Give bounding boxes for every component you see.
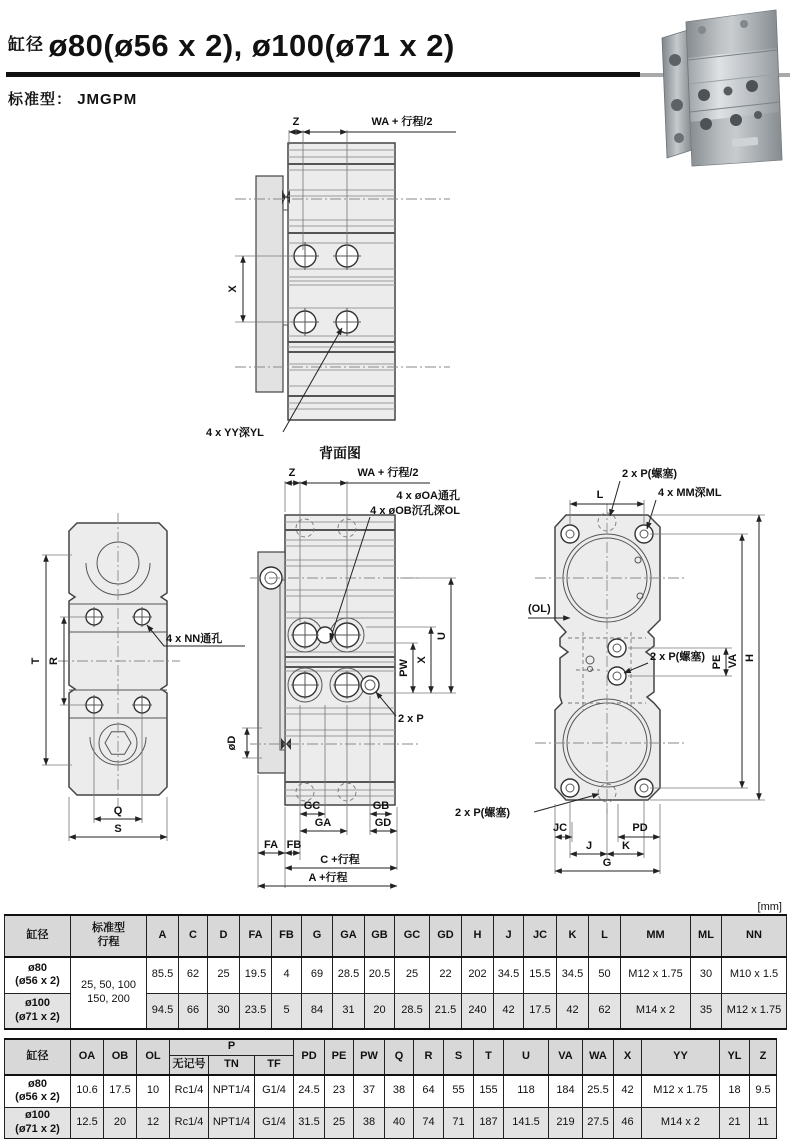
label-p-top: 2 x P(螺塞) — [622, 468, 678, 480]
dim-label-r: R — [48, 657, 60, 665]
value-cell: G1/4 — [255, 1107, 294, 1139]
dim-label-wa: WA + 行程/2 — [357, 467, 419, 479]
stroke-cell — [71, 957, 147, 1029]
value-cell: 25 — [325, 1107, 354, 1139]
dim-label-pe: PE — [711, 654, 723, 670]
value-cell: 23.5 — [240, 993, 272, 1029]
col-header: VA — [549, 1039, 583, 1075]
title-main: ø80(ø56 x 2), ø100(ø71 x 2) — [48, 28, 455, 63]
value-cell: 28.5 — [395, 993, 430, 1029]
col-header: GA — [333, 915, 365, 957]
row-header-dia — [5, 1107, 71, 1139]
side-view-drawing — [450, 460, 790, 910]
col-header: ML — [691, 915, 722, 957]
label-mm: 4 x MM深ML — [658, 487, 722, 499]
value-cell: 62 — [179, 957, 208, 993]
value-cell: NPT1/4 — [209, 1075, 255, 1107]
dia-line2: (ø71 x 2) — [15, 1122, 60, 1135]
dim-label-j: J — [585, 840, 593, 852]
value-cell: 10.6 — [71, 1075, 104, 1107]
dia-line2: (ø56 x 2) — [15, 975, 60, 988]
table-row — [5, 957, 787, 993]
value-cell: 38 — [354, 1107, 385, 1139]
row-header-dia — [5, 1075, 71, 1107]
value-cell: 38 — [385, 1075, 414, 1107]
value-cell: 118 — [504, 1075, 549, 1107]
dim-label-h: H — [744, 654, 756, 662]
dim-label-x: X — [416, 656, 428, 664]
col-header: J — [494, 915, 524, 957]
label-ob: 4 x øOB沉孔深OL — [370, 505, 460, 517]
value-cell: 74 — [414, 1107, 444, 1139]
value-cell: 184 — [549, 1075, 583, 1107]
label-p-mid: 2 x P(螺塞) — [650, 651, 706, 663]
value-cell: 40 — [385, 1107, 414, 1139]
value-cell: 22 — [430, 957, 462, 993]
value-cell: 4 — [272, 957, 302, 993]
col-header-p-group: P — [170, 1039, 294, 1055]
label-oa: 4 x øOA通孔 — [396, 490, 460, 502]
stroke-header-line1: 标准型 — [92, 922, 125, 935]
dim-label-d: øD — [226, 735, 238, 751]
value-cell: 17.5 — [104, 1075, 137, 1107]
dim-label-s: S — [114, 823, 122, 835]
value-cell: 27.5 — [583, 1107, 614, 1139]
col-header: G — [302, 915, 333, 957]
col-header: PD — [294, 1039, 325, 1075]
col-header: GB — [365, 915, 395, 957]
value-cell: M14 x 2 — [642, 1107, 720, 1139]
value-cell: 71 — [444, 1107, 474, 1139]
value-cell: 25 — [208, 957, 240, 993]
col-header: Q — [385, 1039, 414, 1075]
dia-line1: ø80 — [28, 961, 47, 974]
value-cell: 20.5 — [365, 957, 395, 993]
value-cell: 5 — [272, 993, 302, 1029]
dim-label-z: Z — [288, 467, 296, 479]
value-cell: 30 — [691, 957, 722, 993]
table-header-row — [5, 915, 787, 957]
dim-label-x: X — [227, 285, 239, 293]
dia-line1: ø100 — [24, 997, 51, 1009]
table-row — [5, 1107, 777, 1139]
dim-label-va: VA — [727, 653, 739, 669]
col-header: OA — [71, 1039, 104, 1075]
value-cell: 240 — [462, 993, 494, 1029]
label-ol: (OL) — [528, 603, 551, 615]
col-header-dia: 缸径 — [5, 1039, 71, 1075]
col-header: H — [462, 915, 494, 957]
col-header: FB — [272, 915, 302, 957]
back-view-drawing — [190, 100, 520, 470]
dim-label-u: U — [436, 632, 448, 640]
value-cell: Rc1/4 — [170, 1107, 209, 1139]
dim-label-q: Q — [113, 805, 123, 817]
value-cell: 21 — [720, 1107, 750, 1139]
dim-label-g: G — [602, 857, 612, 869]
back-view-caption: 背面图 — [319, 445, 361, 461]
col-header: YL — [720, 1039, 750, 1075]
value-cell: 31 — [333, 993, 365, 1029]
value-cell: M12 x 1.75 — [722, 993, 787, 1029]
subcol-header: 无记号 — [170, 1055, 209, 1075]
value-cell: 15.5 — [524, 957, 557, 993]
col-header: JC — [524, 915, 557, 957]
value-cell: 12.5 — [71, 1107, 104, 1139]
dim-label-k: K — [622, 840, 630, 852]
cylinder-photo-shapes — [662, 10, 782, 166]
value-cell: 31.5 — [294, 1107, 325, 1139]
col-header: T — [474, 1039, 504, 1075]
col-header: FA — [240, 915, 272, 957]
label-p: 2 x P — [398, 713, 424, 725]
dim-label-t: T — [30, 657, 42, 665]
col-header: YY — [642, 1039, 720, 1075]
value-cell: 34.5 — [557, 957, 589, 993]
subcol-header: TF — [255, 1055, 294, 1075]
col-header-stroke — [71, 915, 147, 957]
dim-label-fb: FB — [286, 839, 302, 851]
value-cell: 85.5 — [147, 957, 179, 993]
title-underline — [6, 72, 640, 77]
value-cell: 42 — [557, 993, 589, 1029]
title-prefix: 缸径 — [8, 35, 44, 54]
dim-label-fa: FA — [263, 839, 279, 851]
col-header: OL — [137, 1039, 170, 1075]
value-cell: 23 — [325, 1075, 354, 1107]
dia-line1: ø100 — [24, 1109, 51, 1121]
value-cell: 141.5 — [504, 1107, 549, 1139]
stroke-header-line2: 行程 — [97, 936, 120, 948]
col-header: WA — [583, 1039, 614, 1075]
value-cell: Rc1/4 — [170, 1075, 209, 1107]
col-header: PW — [354, 1039, 385, 1075]
dim-label-wa: WA + 行程/2 — [371, 116, 433, 128]
dia-line2: (ø56 x 2) — [15, 1091, 60, 1104]
value-cell: 21.5 — [430, 993, 462, 1029]
col-header: R — [414, 1039, 444, 1075]
stroke-line2: 150, 200 — [87, 993, 130, 1005]
col-header: MM — [621, 915, 691, 957]
dim-label-pd: PD — [632, 822, 648, 834]
value-cell: 10 — [137, 1075, 170, 1107]
dimension-table-1 — [4, 914, 787, 1030]
dim-label-c: C +行程 — [320, 854, 360, 866]
value-cell: M12 x 1.75 — [621, 957, 691, 993]
value-cell: 25.5 — [583, 1075, 614, 1107]
value-cell: 17.5 — [524, 993, 557, 1029]
value-cell: 34.5 — [494, 957, 524, 993]
value-cell: 9.5 — [750, 1075, 777, 1107]
dimension-table-2 — [4, 1038, 777, 1139]
dia-line1: ø80 — [28, 1077, 47, 1090]
value-cell: 64 — [414, 1075, 444, 1107]
value-cell: 25 — [395, 957, 430, 993]
value-cell: 18 — [720, 1075, 750, 1107]
col-header: C — [179, 915, 208, 957]
stroke-line1: 25, 50, 100 — [80, 979, 137, 992]
value-cell: 155 — [474, 1075, 504, 1107]
value-cell: 19.5 — [240, 957, 272, 993]
label-yy: 4 x YY深YL — [206, 427, 264, 439]
table-header-row — [5, 1039, 777, 1055]
dim-label-l: L — [596, 489, 604, 501]
dim-label-a: A +行程 — [308, 872, 348, 884]
value-cell: 24.5 — [294, 1075, 325, 1107]
col-header: L — [589, 915, 621, 957]
value-cell: 55 — [444, 1075, 474, 1107]
dim-label-ga: GA — [314, 817, 332, 829]
dim-label-gc: GC — [303, 800, 321, 812]
col-header: S — [444, 1039, 474, 1075]
value-cell: 37 — [354, 1075, 385, 1107]
col-header-dia: 缸径 — [5, 915, 71, 957]
value-cell: 12 — [137, 1107, 170, 1139]
col-header: X — [614, 1039, 642, 1075]
col-header: NN — [722, 915, 787, 957]
dim-label-jc: JC — [552, 822, 568, 834]
value-cell: 187 — [474, 1107, 504, 1139]
value-cell: M12 x 1.75 — [642, 1075, 720, 1107]
col-header: PE — [325, 1039, 354, 1075]
value-cell: 30 — [208, 993, 240, 1029]
model-label: 标准型： — [8, 91, 73, 108]
value-cell: 42 — [614, 1075, 642, 1107]
model-value: JMGPM — [77, 91, 138, 108]
value-cell: 35 — [691, 993, 722, 1029]
value-cell: 20 — [104, 1107, 137, 1139]
value-cell: 219 — [549, 1107, 583, 1139]
product-photo — [640, 0, 790, 175]
dim-label-gb: GB — [372, 800, 390, 812]
value-cell: 62 — [589, 993, 621, 1029]
col-header: GD — [430, 915, 462, 957]
dim-label-z: Z — [292, 116, 300, 128]
col-header: OB — [104, 1039, 137, 1075]
table-row — [5, 1075, 777, 1107]
value-cell: G1/4 — [255, 1075, 294, 1107]
col-header: GC — [395, 915, 430, 957]
value-cell: 46 — [614, 1107, 642, 1139]
col-header: K — [557, 915, 589, 957]
value-cell: 11 — [750, 1107, 777, 1139]
value-cell: 28.5 — [333, 957, 365, 993]
row-header-dia — [5, 957, 71, 993]
dim-label-gd: GD — [374, 817, 392, 829]
value-cell: 94.5 — [147, 993, 179, 1029]
col-header: U — [504, 1039, 549, 1075]
front-view-drawing — [220, 460, 470, 910]
value-cell: NPT1/4 — [209, 1107, 255, 1139]
value-cell: 202 — [462, 957, 494, 993]
value-cell: 42 — [494, 993, 524, 1029]
col-header: Z — [750, 1039, 777, 1075]
label-nn: 4 x NN通孔 — [166, 633, 223, 645]
value-cell: M10 x 1.5 — [722, 957, 787, 993]
dim-label-pw: PW — [398, 659, 410, 677]
value-cell: 50 — [589, 957, 621, 993]
dia-line2: (ø71 x 2) — [15, 1010, 60, 1023]
col-header: D — [208, 915, 240, 957]
value-cell: 69 — [302, 957, 333, 993]
value-cell: 66 — [179, 993, 208, 1029]
model-subtitle — [8, 88, 137, 109]
subcol-header: TN — [209, 1055, 255, 1075]
label-p-bot: 2 x P(螺塞) — [455, 807, 511, 819]
row-header-dia — [5, 993, 71, 1029]
value-cell: 20 — [365, 993, 395, 1029]
unit-label: [mm] — [757, 901, 782, 913]
value-cell: 84 — [302, 993, 333, 1029]
left-view-drawing — [20, 485, 250, 885]
value-cell: M14 x 2 — [621, 993, 691, 1029]
col-header: A — [147, 915, 179, 957]
